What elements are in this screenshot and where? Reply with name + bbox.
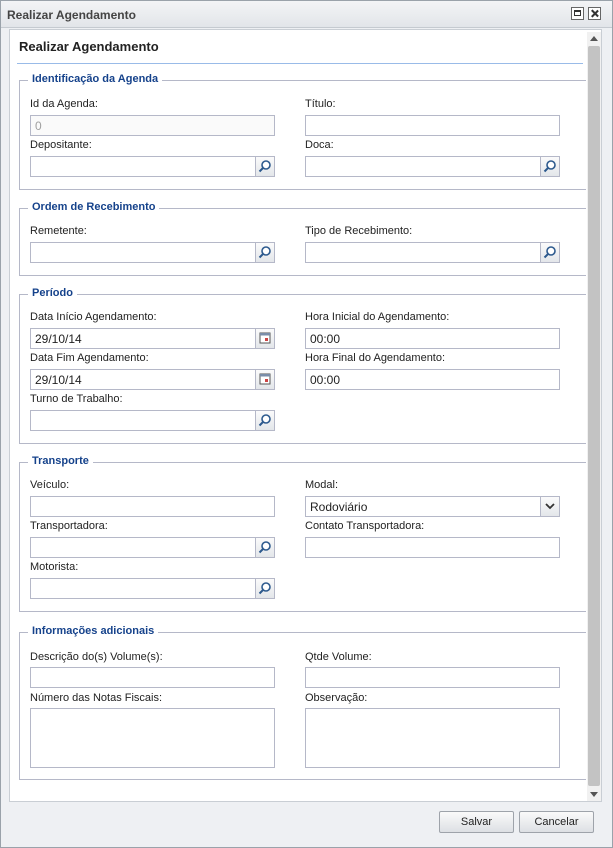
depositante-label: Depositante: <box>30 139 92 151</box>
cancel-button[interactable]: Cancelar <box>519 811 594 833</box>
motorista-label: Motorista: <box>30 561 79 573</box>
transportadora-input[interactable] <box>30 537 275 558</box>
legend-adicionais: Informações adicionais <box>28 625 158 637</box>
hora-inicial-label: Hora Inicial do Agendamento: <box>305 311 450 323</box>
depositante-input[interactable] <box>30 156 275 177</box>
scroll-down-icon[interactable] <box>587 788 601 801</box>
window-title: Realizar Agendamento <box>7 8 136 22</box>
data-inicio-label: Data Início Agendamento: <box>30 311 157 323</box>
search-icon[interactable] <box>255 243 274 262</box>
search-icon[interactable] <box>255 579 274 598</box>
modal-label: Modal: <box>305 479 339 491</box>
search-icon[interactable] <box>255 538 274 557</box>
doca-input[interactable] <box>305 156 560 177</box>
hora-final-input[interactable]: 00:00 <box>305 369 560 390</box>
scrollbar-thumb[interactable] <box>588 46 600 786</box>
form-panel <box>9 29 602 802</box>
remetente-input[interactable] <box>30 242 275 263</box>
doca-label: Doca: <box>305 139 334 151</box>
form-header: Realizar Agendamento <box>19 39 159 54</box>
observacao-label: Observação: <box>305 692 368 704</box>
search-icon[interactable] <box>540 157 559 176</box>
hora-final-label: Hora Final do Agendamento: <box>305 352 446 364</box>
save-button[interactable]: Salvar <box>439 811 514 833</box>
notas-fiscais-textarea[interactable] <box>30 708 275 768</box>
tipo-recebimento-input[interactable] <box>305 242 560 263</box>
remetente-label: Remetente: <box>30 225 87 237</box>
descricao-input[interactable] <box>30 667 275 688</box>
legend-periodo: Período <box>28 287 77 299</box>
data-fim-input[interactable]: 29/10/14 <box>30 369 275 390</box>
transportadora-label: Transportadora: <box>30 520 108 532</box>
contato-input[interactable] <box>305 537 560 558</box>
chevron-down-icon[interactable] <box>540 497 559 516</box>
contato-label: Contato Transportadora: <box>305 520 425 532</box>
motorista-input[interactable] <box>30 578 275 599</box>
search-icon[interactable] <box>255 411 274 430</box>
titulo-input[interactable] <box>305 115 560 136</box>
veiculo-label: Veículo: <box>30 479 70 491</box>
turno-input[interactable] <box>30 410 275 431</box>
legend-identificacao: Identificação da Agenda <box>28 73 162 85</box>
calendar-icon[interactable] <box>255 370 274 389</box>
legend-transporte: Transporte <box>28 455 93 467</box>
search-icon[interactable] <box>540 243 559 262</box>
titulo-label: Título: <box>305 98 336 110</box>
veiculo-input[interactable] <box>30 496 275 517</box>
close-icon[interactable] <box>588 7 601 20</box>
id-agenda-label: Id da Agenda: <box>30 98 98 110</box>
notas-fiscais-label: Número das Notas Fiscais: <box>30 692 163 704</box>
data-fim-label: Data Fim Agendamento: <box>30 352 149 364</box>
scroll-up-icon[interactable] <box>587 32 601 45</box>
legend-ordem: Ordem de Recebimento <box>28 201 159 213</box>
hora-inicial-input[interactable]: 00:00 <box>305 328 560 349</box>
qtde-volume-label: Qtde Volume: <box>305 651 372 663</box>
descricao-label: Descrição do(s) Volume(s): <box>30 651 163 663</box>
title-bar[interactable] <box>1 1 612 28</box>
data-inicio-input[interactable]: 29/10/14 <box>30 328 275 349</box>
modal-select[interactable]: Rodoviário <box>305 496 560 517</box>
turno-label: Turno de Trabalho: <box>30 393 123 405</box>
qtde-volume-input[interactable] <box>305 667 560 688</box>
header-divider <box>17 63 583 64</box>
calendar-icon[interactable] <box>255 329 274 348</box>
id-agenda-input: 0 <box>30 115 275 136</box>
observacao-textarea[interactable] <box>305 708 560 768</box>
maximize-icon[interactable] <box>571 7 584 20</box>
tipo-recebimento-label: Tipo de Recebimento: <box>305 225 413 237</box>
search-icon[interactable] <box>255 157 274 176</box>
vertical-scrollbar[interactable] <box>587 32 601 801</box>
